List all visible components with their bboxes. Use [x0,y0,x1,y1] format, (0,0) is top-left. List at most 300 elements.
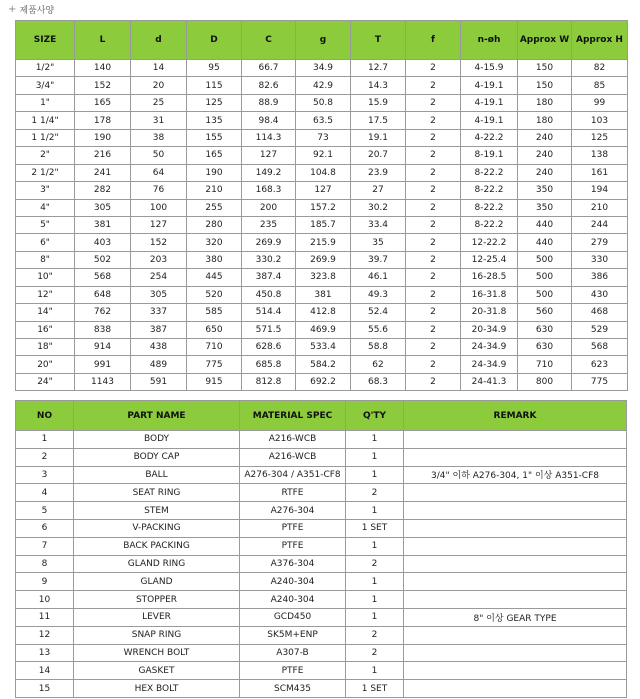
parts-cell: BODY CAP [74,448,240,466]
spec-cell: 2 [406,251,461,268]
spec-cell: 3" [16,182,75,199]
spec-cell: 8-22.2 [461,164,518,181]
spec-cell: 34.9 [296,60,351,77]
spec-cell: 520 [187,286,242,303]
spec-cell: 800 [518,373,572,390]
plus-icon: + [8,3,17,15]
spec-cell: 279 [572,234,628,251]
parts-cell [404,573,627,591]
spec-row [16,164,628,181]
spec-cell: 33.4 [351,216,406,233]
parts-cell [404,448,627,466]
spec-cell: 4-19.1 [461,94,518,111]
spec-cell: 240 [518,129,572,146]
spec-header-row [16,21,628,60]
spec-cell: 568 [572,339,628,356]
spec-cell: 440 [518,216,572,233]
spec-cell: 127 [131,216,187,233]
parts-cell: A307-B [240,644,346,662]
spec-cell: 92.1 [296,147,351,164]
spec-cell: 387 [131,321,187,338]
spec-header-cell: SIZE [16,21,75,60]
spec-cell: 2 [406,234,461,251]
spec-cell: 27 [351,182,406,199]
spec-cell: 82.6 [242,77,296,94]
spec-cell: 8-22.2 [461,182,518,199]
spec-cell: 1" [16,94,75,111]
spec-cell: 500 [518,251,572,268]
spec-cell: 591 [131,373,187,390]
spec-cell: 3/4" [16,77,75,94]
spec-cell: 52.4 [351,304,406,321]
spec-cell: 190 [187,164,242,181]
spec-cell: 710 [518,356,572,373]
spec-cell: 185.7 [296,216,351,233]
spec-cell: 2 [406,129,461,146]
parts-row [16,662,627,680]
spec-cell: 42.9 [296,77,351,94]
parts-row [16,680,627,698]
parts-header-cell: NO [16,401,74,431]
parts-cell: 1 [346,608,404,626]
spec-cell: 8-22.2 [461,199,518,216]
spec-cell: 127 [242,147,296,164]
spec-cell: 445 [187,269,242,286]
spec-cell: 157.2 [296,199,351,216]
spec-cell: 500 [518,286,572,303]
spec-cell: 387.4 [242,269,296,286]
spec-cell: 20.7 [351,147,406,164]
parts-cell: 10 [16,591,74,609]
spec-cell: 16" [16,321,75,338]
spec-row [16,216,628,233]
spec-row [16,321,628,338]
spec-cell: 380 [187,251,242,268]
spec-cell: 2 [406,147,461,164]
spec-cell: 1 1/2" [16,129,75,146]
spec-cell: 14 [131,60,187,77]
spec-cell: 155 [187,129,242,146]
parts-cell: 12 [16,626,74,644]
spec-cell: 320 [187,234,242,251]
spec-cell: 2 [406,216,461,233]
parts-cell: 1 [346,537,404,555]
spec-cell: 240 [518,164,572,181]
spec-cell: 19.1 [351,129,406,146]
spec-cell: 46.1 [351,269,406,286]
parts-cell: 1 [346,502,404,520]
spec-row [16,129,628,146]
spec-cell: 282 [75,182,131,199]
spec-row [16,94,628,111]
spec-cell: 135 [187,112,242,129]
spec-cell: 386 [572,269,628,286]
spec-cell: 2 [406,60,461,77]
parts-cell: BODY [74,431,240,449]
parts-cell: PTFE [240,662,346,680]
spec-cell: 178 [75,112,131,129]
parts-cell [404,537,627,555]
parts-cell [404,591,627,609]
parts-cell: 2 [346,644,404,662]
spec-cell: 55.6 [351,321,406,338]
parts-cell: 1 [346,466,404,484]
parts-cell [404,680,627,698]
parts-cell: A216-WCB [240,448,346,466]
parts-cell: 1 SET [346,519,404,537]
spec-cell: 269.9 [242,234,296,251]
spec-cell: 203 [131,251,187,268]
spec-cell: 584.2 [296,356,351,373]
spec-cell: 623 [572,356,628,373]
spec-cell: 1143 [75,373,131,390]
spec-cell: 500 [518,269,572,286]
spec-row [16,356,628,373]
spec-cell: 127 [296,182,351,199]
spec-cell: 403 [75,234,131,251]
spec-cell: 529 [572,321,628,338]
parts-cell [404,519,627,537]
parts-cell [404,555,627,573]
parts-header-row [16,401,627,431]
parts-cell: V-PACKING [74,519,240,537]
spec-cell: 838 [75,321,131,338]
spec-cell: 99 [572,94,628,111]
spec-cell: 20 [131,77,187,94]
spec-header-cell: T [351,21,406,60]
parts-cell: LEVER [74,608,240,626]
spec-cell: 23.9 [351,164,406,181]
parts-cell: 2 [346,484,404,502]
spec-cell: 14" [16,304,75,321]
spec-cell: 914 [75,339,131,356]
spec-cell: 412.8 [296,304,351,321]
parts-cell: 8 [16,555,74,573]
spec-header-cell: Approx H [572,21,628,60]
spec-cell: 49.3 [351,286,406,303]
spec-cell: 2 [406,356,461,373]
spec-cell: 20-31.8 [461,304,518,321]
parts-cell: GCD450 [240,608,346,626]
spec-cell: 194 [572,182,628,199]
parts-header-cell: Q'TY [346,401,404,431]
parts-cell: SCM435 [240,680,346,698]
spec-cell: 150 [518,60,572,77]
spec-cell: 280 [187,216,242,233]
parts-cell: HEX BOLT [74,680,240,698]
spec-cell: 58.8 [351,339,406,356]
spec-row [16,60,628,77]
parts-row [16,573,627,591]
spec-header-cell: L [75,21,131,60]
spec-cell: 12-25.4 [461,251,518,268]
spec-row [16,304,628,321]
spec-cell: 125 [187,94,242,111]
spec-row [16,147,628,164]
spec-cell: 16-28.5 [461,269,518,286]
spec-cell: 2 [406,182,461,199]
parts-cell: 1 SET [346,680,404,698]
spec-cell: 2 [406,269,461,286]
spec-cell: 2 [406,304,461,321]
spec-cell: 2 [406,199,461,216]
spec-cell: 12.7 [351,60,406,77]
spec-cell: 244 [572,216,628,233]
spec-cell: 140 [75,60,131,77]
spec-cell: 2 1/2" [16,164,75,181]
parts-header-cell: REMARK [404,401,627,431]
parts-cell [404,644,627,662]
parts-cell: WRENCH BOLT [74,644,240,662]
parts-cell: 1 [346,573,404,591]
parts-cell: SNAP RING [74,626,240,644]
parts-cell: A276-304 [240,502,346,520]
parts-cell: 7 [16,537,74,555]
spec-cell: 210 [187,182,242,199]
spec-cell: 100 [131,199,187,216]
spec-cell: 180 [518,112,572,129]
spec-cell: 991 [75,356,131,373]
parts-row [16,484,627,502]
spec-cell: 150 [518,77,572,94]
spec-cell: 98.4 [242,112,296,129]
parts-cell: 3 [16,466,74,484]
spec-cell: 76 [131,182,187,199]
parts-cell: 2 [16,448,74,466]
spec-cell: 66.7 [242,60,296,77]
spec-cell: 8-19.1 [461,147,518,164]
spec-cell: 2 [406,94,461,111]
spec-cell: 73 [296,129,351,146]
spec-cell: 39.7 [351,251,406,268]
spec-cell: 15.9 [351,94,406,111]
parts-row [16,644,627,662]
spec-cell: 269.9 [296,251,351,268]
spec-cell: 533.4 [296,339,351,356]
spec-cell: 2 [406,77,461,94]
spec-header-cell: Approx W [518,21,572,60]
spec-cell: 450.8 [242,286,296,303]
spec-cell: 35 [351,234,406,251]
parts-cell: 15 [16,680,74,698]
parts-row [16,591,627,609]
spec-cell: 215.9 [296,234,351,251]
spec-cell: 38 [131,129,187,146]
spec-cell: 152 [131,234,187,251]
spec-cell: 235 [242,216,296,233]
spec-cell: 161 [572,164,628,181]
spec-cell: 812.8 [242,373,296,390]
spec-table [15,20,628,391]
spec-cell: 381 [75,216,131,233]
spec-cell: 24-34.9 [461,356,518,373]
spec-cell: 469.9 [296,321,351,338]
spec-cell: 254 [131,269,187,286]
parts-cell [404,502,627,520]
parts-cell: 13 [16,644,74,662]
spec-cell: 502 [75,251,131,268]
parts-row [16,431,627,449]
spec-cell: 104.8 [296,164,351,181]
spec-cell: 24" [16,373,75,390]
spec-cell: 165 [75,94,131,111]
spec-cell: 210 [572,199,628,216]
spec-row [16,182,628,199]
parts-cell: STEM [74,502,240,520]
section-title [8,2,54,16]
spec-cell: 138 [572,147,628,164]
parts-cell: 5 [16,502,74,520]
parts-cell: 1 [346,591,404,609]
parts-row [16,537,627,555]
spec-cell: 2 [406,286,461,303]
spec-cell: 6" [16,234,75,251]
parts-cell: SK5M+ENP [240,626,346,644]
parts-cell: BACK PACKING [74,537,240,555]
spec-cell: 25 [131,94,187,111]
spec-header-cell: f [406,21,461,60]
spec-cell: 216 [75,147,131,164]
spec-cell: 430 [572,286,628,303]
parts-cell: BALL [74,466,240,484]
spec-cell: 4-19.1 [461,77,518,94]
spec-cell: 68.3 [351,373,406,390]
spec-cell: 20-34.9 [461,321,518,338]
parts-row [16,555,627,573]
spec-cell: 685.8 [242,356,296,373]
spec-cell: 4-15.9 [461,60,518,77]
spec-cell: 14.3 [351,77,406,94]
parts-cell: RTFE [240,484,346,502]
section-title-text: 제품사양 [19,5,55,16]
parts-row [16,502,627,520]
spec-cell: 165 [187,147,242,164]
spec-cell: 240 [518,147,572,164]
parts-cell: A376-304 [240,555,346,573]
spec-cell: 350 [518,182,572,199]
spec-cell: 4-22.2 [461,129,518,146]
spec-cell: 915 [187,373,242,390]
parts-cell: 1 [346,448,404,466]
spec-cell: 241 [75,164,131,181]
spec-row [16,251,628,268]
spec-header-cell: D [187,21,242,60]
parts-cell: A216-WCB [240,431,346,449]
spec-cell: 152 [75,77,131,94]
spec-cell: 568 [75,269,131,286]
spec-cell: 305 [75,199,131,216]
spec-cell: 24-41.3 [461,373,518,390]
spec-row [16,286,628,303]
parts-cell: 1 [16,431,74,449]
spec-cell: 630 [518,339,572,356]
parts-cell: PTFE [240,537,346,555]
parts-row [16,466,627,484]
parts-cell: A240-304 [240,573,346,591]
spec-header-cell: d [131,21,187,60]
parts-cell: 2 [346,626,404,644]
spec-cell: 149.2 [242,164,296,181]
parts-cell: 9 [16,573,74,591]
spec-cell: 168.3 [242,182,296,199]
spec-cell: 775 [572,373,628,390]
parts-cell [404,662,627,680]
parts-row [16,448,627,466]
spec-cell: 30.2 [351,199,406,216]
parts-cell: A276-304 / A351-CF8 [240,466,346,484]
spec-cell: 330 [572,251,628,268]
spec-cell: 323.8 [296,269,351,286]
spec-cell: 4-19.1 [461,112,518,129]
parts-row [16,608,627,626]
spec-cell: 50 [131,147,187,164]
spec-cell: 10" [16,269,75,286]
spec-cell: 64 [131,164,187,181]
parts-cell: SEAT RING [74,484,240,502]
spec-cell: 2 [406,164,461,181]
spec-cell: 330.2 [242,251,296,268]
parts-cell: 14 [16,662,74,680]
spec-header-cell: C [242,21,296,60]
spec-cell: 2 [406,373,461,390]
spec-cell: 438 [131,339,187,356]
spec-row [16,77,628,94]
spec-cell: 1 1/4" [16,112,75,129]
spec-cell: 585 [187,304,242,321]
parts-cell: GASKET [74,662,240,680]
parts-cell: 8" 이상 GEAR TYPE [404,608,627,626]
spec-cell: 2" [16,147,75,164]
spec-cell: 628.6 [242,339,296,356]
spec-cell: 2 [406,112,461,129]
spec-cell: 125 [572,129,628,146]
parts-cell: STOPPER [74,591,240,609]
spec-cell: 692.2 [296,373,351,390]
spec-row [16,199,628,216]
parts-cell [404,626,627,644]
spec-cell: 1/2" [16,60,75,77]
spec-cell: 648 [75,286,131,303]
spec-cell: 88.9 [242,94,296,111]
spec-cell: 4" [16,199,75,216]
parts-cell: 6 [16,519,74,537]
spec-cell: 82 [572,60,628,77]
parts-cell: 1 [346,662,404,680]
spec-cell: 31 [131,112,187,129]
spec-cell: 95 [187,60,242,77]
parts-cell: 4 [16,484,74,502]
spec-cell: 20" [16,356,75,373]
spec-cell: 115 [187,77,242,94]
spec-cell: 440 [518,234,572,251]
spec-cell: 381 [296,286,351,303]
spec-cell: 103 [572,112,628,129]
parts-cell: PTFE [240,519,346,537]
spec-cell: 12" [16,286,75,303]
parts-cell: GLAND RING [74,555,240,573]
parts-cell: 11 [16,608,74,626]
spec-cell: 85 [572,77,628,94]
parts-header-cell: PART NAME [74,401,240,431]
spec-cell: 710 [187,339,242,356]
spec-row [16,373,628,390]
spec-cell: 12-22.2 [461,234,518,251]
parts-header-cell: MATERIAL SPEC [240,401,346,431]
parts-row [16,626,627,644]
spec-row [16,112,628,129]
spec-cell: 350 [518,199,572,216]
spec-cell: 775 [187,356,242,373]
